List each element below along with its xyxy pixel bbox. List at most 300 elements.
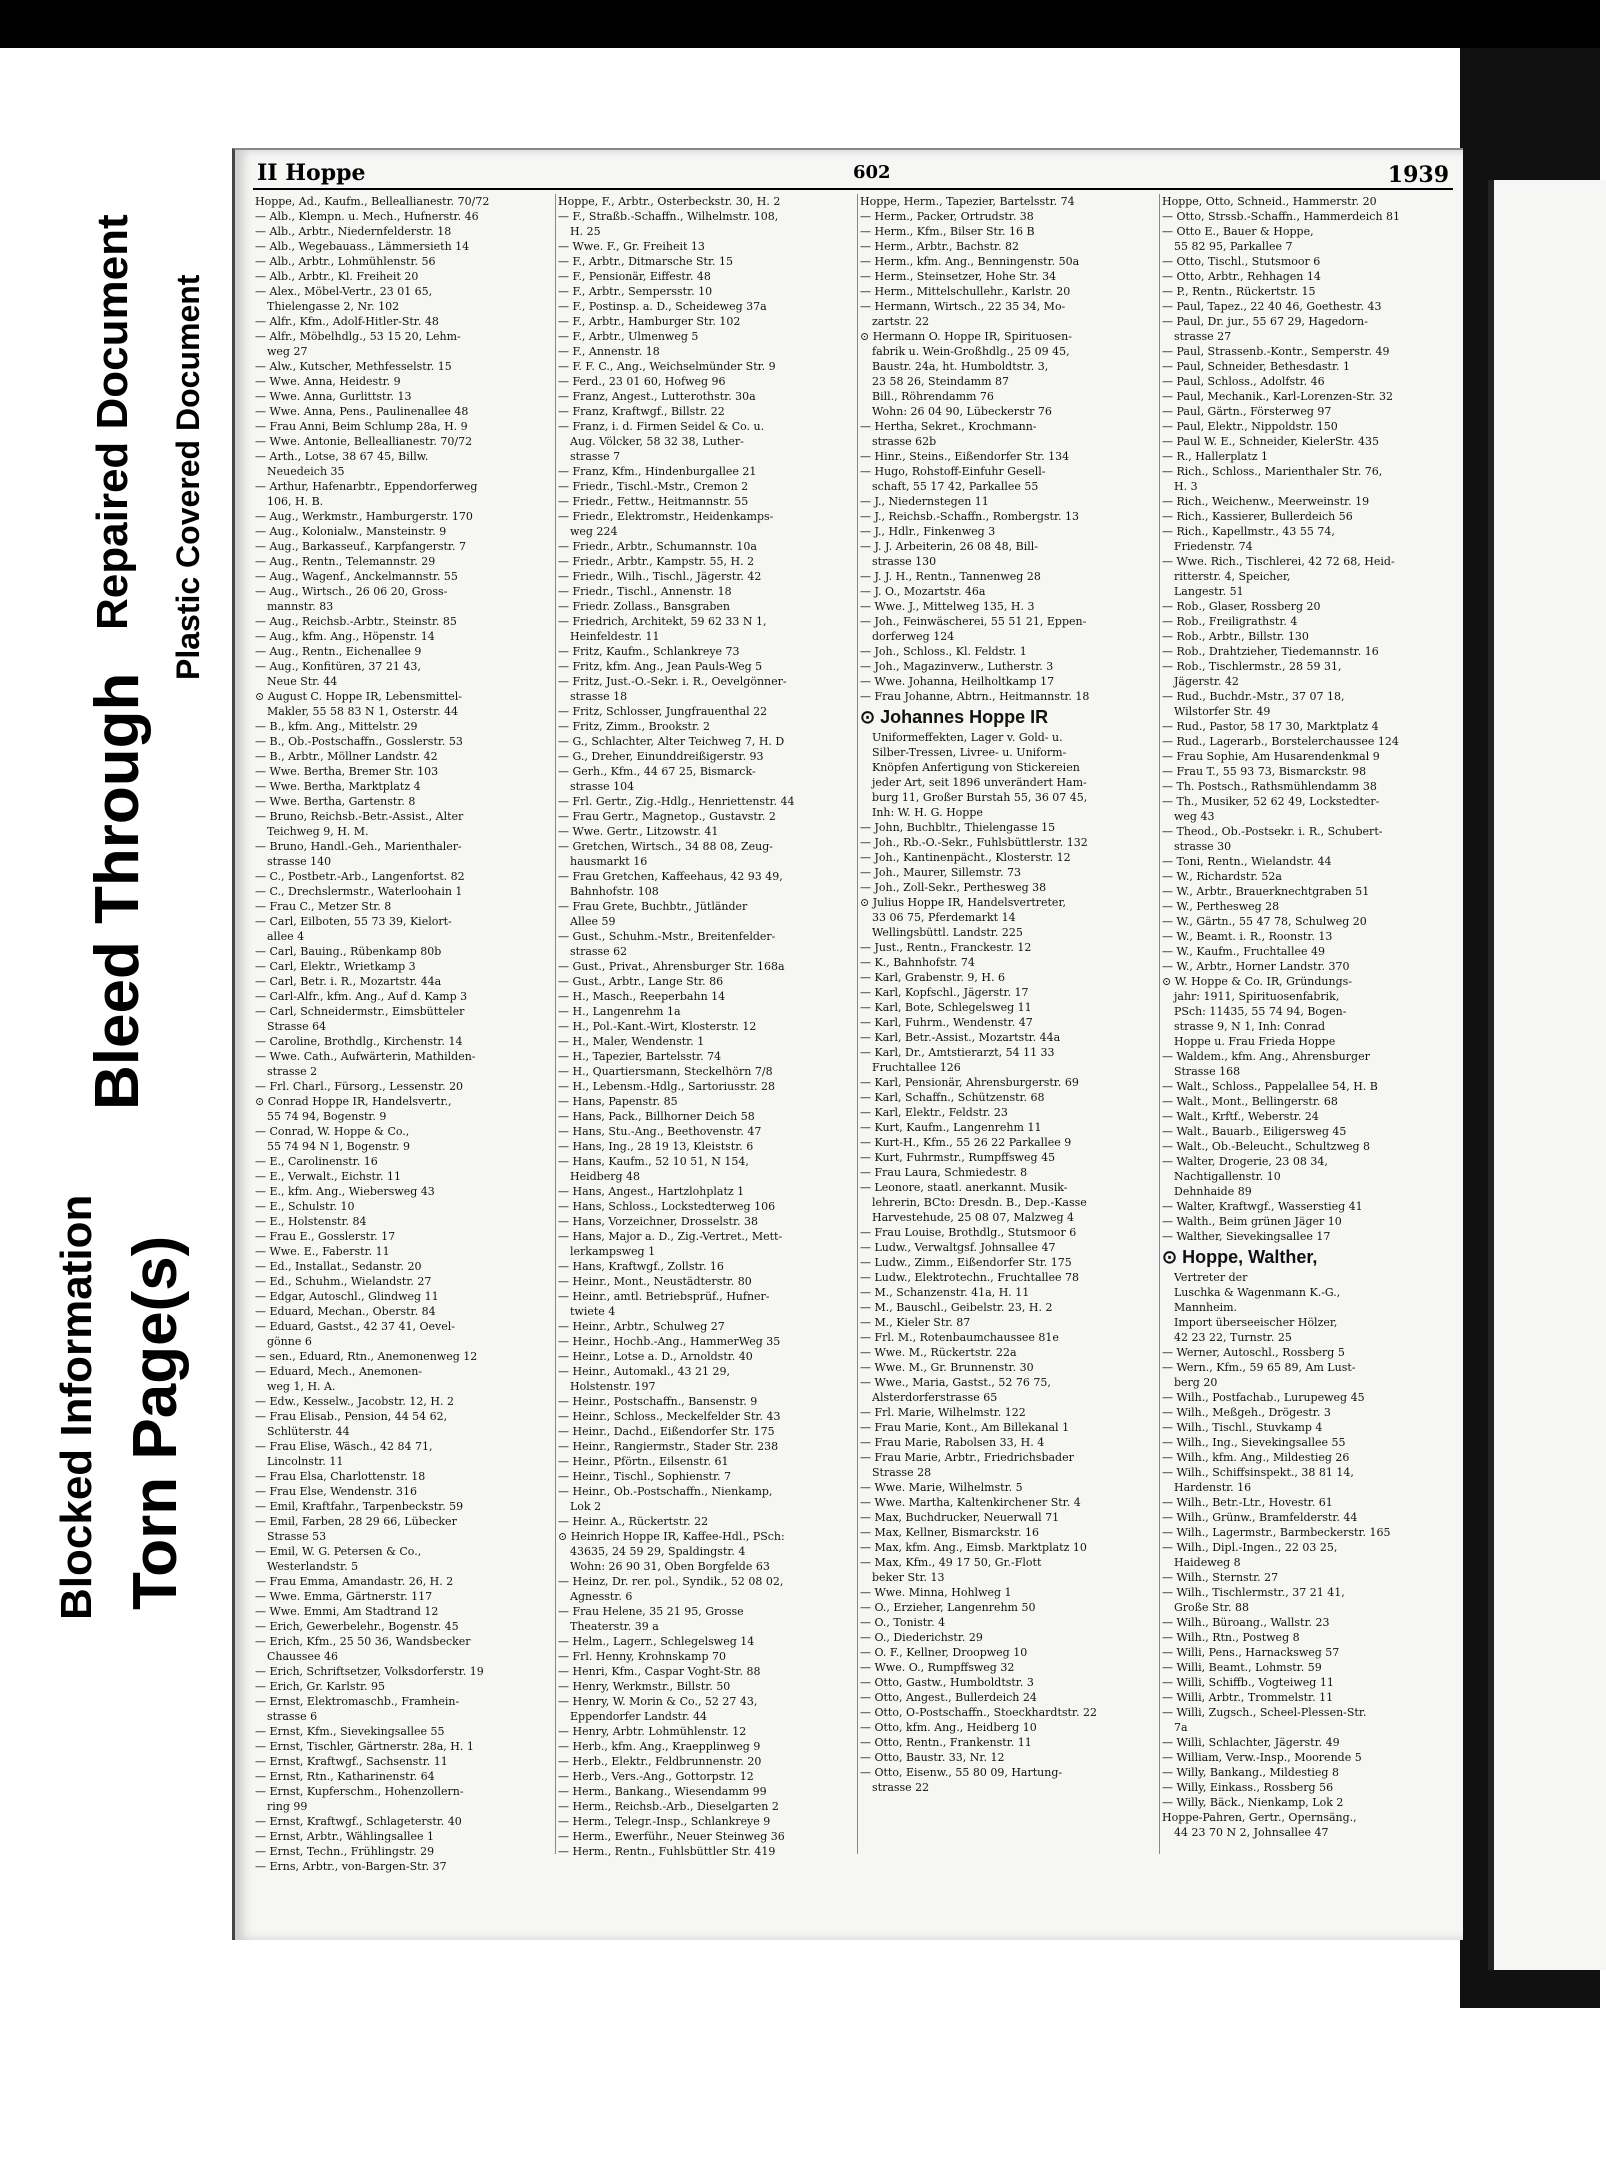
directory-entry: — O. F., Kellner, Droopweg 10 bbox=[860, 1646, 1028, 1659]
directory-entry: — Otto, Strssb.-Schaffn., Hammerdeich 81 bbox=[1162, 210, 1401, 223]
directory-entry: — Max, Kfm., 49 17 50, Gr.-Flott bbox=[860, 1556, 1042, 1569]
directory-entry: — Hertha, Sekret., Krochmann- bbox=[860, 420, 1037, 433]
directory-entry: Eppendorfer Landstr. 44 bbox=[570, 1710, 708, 1723]
directory-entry: — Walt., Mont., Bellingerstr. 68 bbox=[1162, 1095, 1338, 1108]
directory-entry: Hoppe, Ad., Kaufm., Belleallianestr. 70/72 bbox=[255, 195, 490, 208]
directory-entry: — Aug., kfm. Ang., Höpenstr. 14 bbox=[255, 630, 435, 643]
directory-entry: — Otto, Baustr. 33, Nr. 12 bbox=[860, 1751, 1005, 1764]
header-left: II Hoppe bbox=[257, 160, 366, 186]
directory-entry: Westerlandstr. 5 bbox=[267, 1560, 359, 1573]
directory-entry: — Wwe. Emma, Gärtnerstr. 117 bbox=[255, 1590, 433, 1603]
directory-entry: Bahnhofstr. 108 bbox=[570, 885, 659, 898]
directory-entry: — Rich., Weichenw., Meerweinstr. 19 bbox=[1162, 495, 1370, 508]
directory-entry: Hoppe, F., Arbtr., Osterbeckstr. 30, H. 2 bbox=[558, 195, 781, 208]
directory-entry: — Heinr., Mont., Neustädterstr. 80 bbox=[558, 1275, 752, 1288]
directory-entry: Makler, 55 58 83 N 1, Osterstr. 44 bbox=[267, 705, 459, 718]
directory-entry: Haideweg 8 bbox=[1174, 1556, 1241, 1569]
directory-entry: — Wilh., Betr.-Ltr., Hovestr. 61 bbox=[1162, 1496, 1333, 1509]
directory-entry: — K., Bahnhofstr. 74 bbox=[860, 956, 975, 969]
directory-entry: — Just., Rentn., Franckestr. 12 bbox=[860, 941, 1032, 954]
directory-entry: Inh: W. H. G. Hoppe bbox=[872, 806, 983, 819]
directory-entry: — F., Annenstr. 18 bbox=[558, 345, 660, 358]
notice-repaired-document: Repaired Document bbox=[88, 214, 137, 630]
directory-entry: strasse 30 bbox=[1174, 840, 1232, 853]
directory-entry: — Karl, Elektr., Feldstr. 23 bbox=[860, 1106, 1008, 1119]
directory-entry: — W., Kaufm., Fruchtallee 49 bbox=[1162, 945, 1325, 958]
directory-entry: — Otto, Eisenw., 55 80 09, Hartung- bbox=[860, 1766, 1063, 1779]
directory-entry: — Willi, Arbtr., Trommelstr. 11 bbox=[1162, 1691, 1334, 1704]
directory-entry: — E., Carolinenstr. 16 bbox=[255, 1155, 378, 1168]
directory-entry: — Joh., Feinwäscherei, 55 51 21, Eppen- bbox=[860, 615, 1087, 628]
directory-entry: strasse 27 bbox=[1174, 330, 1232, 343]
directory-entry: ring 99 bbox=[267, 1800, 308, 1813]
directory-entry: — Hans, Major a. D., Zig.-Vertret., Mett- bbox=[558, 1230, 783, 1243]
directory-entry: — Ernst, Kraftwgf., Schlageterstr. 40 bbox=[255, 1815, 462, 1828]
directory-entry: — Wwe. Gertr., Litzowstr. 41 bbox=[558, 825, 719, 838]
directory-entry: — Frau Helene, 35 21 95, Grosse bbox=[558, 1605, 744, 1618]
directory-entry: — Aug., Konfitüren, 37 21 43, bbox=[255, 660, 421, 673]
directory-entry: — Th., Musiker, 52 62 49, Lockstedter- bbox=[1162, 795, 1380, 808]
directory-entry: Fruchtallee 126 bbox=[872, 1061, 961, 1074]
directory-entry: — Rob., Freiligrathstr. 4 bbox=[1162, 615, 1298, 628]
directory-entry: — Hans, Angest., Hartzlohplatz 1 bbox=[558, 1185, 745, 1198]
directory-entry: 43635, 24 59 29, Spaldingstr. 4 bbox=[570, 1545, 746, 1558]
directory-entry: — Wilh., kfm. Ang., Mildestieg 26 bbox=[1162, 1451, 1350, 1464]
directory-entry: — Karl, Kopfschl., Jägerstr. 17 bbox=[860, 986, 1029, 999]
directory-entry: gönne 6 bbox=[267, 1335, 312, 1348]
directory-entry: Langestr. 51 bbox=[1174, 585, 1244, 598]
directory-entry: 44 23 70 N 2, Johnsallee 47 bbox=[1174, 1826, 1329, 1839]
directory-entry: — Rob., Drahtzieher, Tiedemannstr. 16 bbox=[1162, 645, 1379, 658]
directory-entry: strasse 130 bbox=[872, 555, 937, 568]
directory-entry: — Wwe. Rich., Tischlerei, 42 72 68, Heid- bbox=[1162, 555, 1395, 568]
directory-entry: — Frau Emma, Amandastr. 26, H. 2 bbox=[255, 1575, 454, 1588]
directory-entry: — Heinr., Pförtn., Eilsenstr. 61 bbox=[558, 1455, 729, 1468]
directory-entry: — J. J. H., Rentn., Tannenweg 28 bbox=[860, 570, 1041, 583]
directory-entry: — Fritz, Schlosser, Jungfrauenthal 22 bbox=[558, 705, 768, 718]
directory-entry: — Conrad, W. Hoppe & Co., bbox=[255, 1125, 410, 1138]
directory-entry: — Otto E., Bauer & Hoppe, bbox=[1162, 225, 1314, 238]
directory-entry: — Herm., Kfm., Bilser Str. 16 B bbox=[860, 225, 1035, 238]
directory-entry: — Paul, Tapez., 22 40 46, Goethestr. 43 bbox=[1162, 300, 1382, 313]
directory-entry: — Wwe. E., Faberstr. 11 bbox=[255, 1245, 390, 1258]
directory-entry: — Max, Kellner, Bismarckstr. 16 bbox=[860, 1526, 1040, 1539]
directory-entry: ⊙ Hermann O. Hoppe IR, Spirituosen- bbox=[860, 330, 1072, 343]
directory-entry: — William, Verw.-Insp., Moorende 5 bbox=[1162, 1751, 1362, 1764]
directory-entry: — Paul W. E., Schneider, KielerStr. 435 bbox=[1162, 435, 1379, 448]
directory-entry: Hoppe, Otto, Schneid., Hammerstr. 20 bbox=[1162, 195, 1377, 208]
directory-entry: — Wwe. J., Mittelweg 135, H. 3 bbox=[860, 600, 1035, 613]
directory-entry: — Wwe. M., Gr. Brunnenstr. 30 bbox=[860, 1361, 1034, 1374]
directory-entry: allee 4 bbox=[267, 930, 305, 943]
directory-entry: ⊙ August C. Hoppe IR, Lebensmittel- bbox=[255, 690, 463, 703]
directory-entry: — Willi, Schiffb., Vogteiweg 11 bbox=[1162, 1676, 1334, 1689]
directory-entry: — Kurt, Fuhrmstr., Rumpffsweg 45 bbox=[860, 1151, 1056, 1164]
directory-entry: zartstr. 22 bbox=[872, 315, 930, 328]
directory-entry: dorferweg 124 bbox=[872, 630, 955, 643]
directory-entry: — Wwe. Cath., Aufwärterin, Mathilden- bbox=[255, 1050, 476, 1063]
directory-entry: — Frau Else, Wendenstr. 316 bbox=[255, 1485, 417, 1498]
directory-entry: fabrik u. Wein-Großhdlg., 25 09 45, bbox=[872, 345, 1070, 358]
directory-entry: — Aug., Wirtsch., 26 06 20, Gross- bbox=[255, 585, 448, 598]
directory-entry: — Henry, W. Morin & Co., 52 27 43, bbox=[558, 1695, 758, 1708]
directory-entry: — Karl, Schaffn., Schützenstr. 68 bbox=[860, 1091, 1045, 1104]
directory-entry: — Franz, Kfm., Hindenburgallee 21 bbox=[558, 465, 757, 478]
directory-entry: — Wilh., Sternstr. 27 bbox=[1162, 1571, 1279, 1584]
directory-entry: — Bruno, Handl.-Geh., Marienthaler- bbox=[255, 840, 462, 853]
directory-entry: — Wwe. M., Rückertstr. 22a bbox=[860, 1346, 1017, 1359]
directory-entry: — Walt., Krftf., Weberstr. 24 bbox=[1162, 1110, 1319, 1123]
directory-entry: Schlüterstr. 44 bbox=[267, 1425, 350, 1438]
directory-entry: — Frau Sophie, Am Husarendenkmal 9 bbox=[1162, 750, 1380, 763]
directory-entry: Agnesstr. 6 bbox=[570, 1590, 633, 1603]
directory-entry: — R., Hallerplatz 1 bbox=[1162, 450, 1269, 463]
directory-entry: — Walter, Drogerie, 23 08 34, bbox=[1162, 1155, 1328, 1168]
directory-entry: Große Str. 88 bbox=[1174, 1601, 1250, 1614]
directory-entry: — Fritz, Just.-O.-Sekr. i. R., Oevelgönner- bbox=[558, 675, 787, 688]
directory-entry: — Hans, Ing., 28 19 13, Kleiststr. 6 bbox=[558, 1140, 754, 1153]
directory-entry: — Carl, Elektr., Wrietkamp 3 bbox=[255, 960, 416, 973]
directory-entry: — Erich, Gr. Karlstr. 95 bbox=[255, 1680, 386, 1693]
directory-entry: — Erich, Kfm., 25 50 36, Wandsbecker bbox=[255, 1635, 471, 1648]
directory-entry: — Edgar, Autoschl., Glindweg 11 bbox=[255, 1290, 439, 1303]
directory-entry: — Friedrich, Architekt, 59 62 33 N 1, bbox=[558, 615, 767, 628]
directory-entry: — Wwe. Anna, Heidestr. 9 bbox=[255, 375, 401, 388]
directory-entry: Strasse 168 bbox=[1174, 1065, 1241, 1078]
directory-entry: — M., Kieler Str. 87 bbox=[860, 1316, 971, 1329]
directory-entry: — Frau Johanne, Abtrn., Heitmannstr. 18 bbox=[860, 690, 1090, 703]
directory-entry: Bill., Röhrendamm 76 bbox=[872, 390, 994, 403]
directory-entry: — Willi, Schlachter, Jägerstr. 49 bbox=[1162, 1736, 1340, 1749]
directory-entry: — Friedr., Fettw., Heitmannstr. 55 bbox=[558, 495, 749, 508]
directory-entry: — Friedr., Elektromstr., Heidenkamps- bbox=[558, 510, 774, 523]
directory-entry: twiete 4 bbox=[570, 1305, 616, 1318]
directory-entry: PSch: 11435, 55 74 94, Bogen- bbox=[1174, 1005, 1347, 1018]
directory-entry: — Karl, Pensionär, Ahrensburgerstr. 69 bbox=[860, 1076, 1079, 1089]
directory-entry: — Ernst, Elektromaschb., Framhein- bbox=[255, 1695, 460, 1708]
directory-entry: strasse 18 bbox=[570, 690, 628, 703]
directory-entry: — Rob., Glaser, Rossberg 20 bbox=[1162, 600, 1321, 613]
directory-entry: 55 74 94, Bogenstr. 9 bbox=[267, 1110, 387, 1123]
directory-entry: Heinfeldestr. 11 bbox=[570, 630, 660, 643]
directory-entry: — Hans, Kraftwgf., Zollstr. 16 bbox=[558, 1260, 724, 1273]
column-4 bbox=[1159, 194, 1442, 1854]
directory-entry: — C., Drechslermstr., Waterloohain 1 bbox=[255, 885, 463, 898]
directory-entry: schaft, 55 17 42, Parkallee 55 bbox=[872, 480, 1039, 493]
directory-entry: — Frl. Charl., Fürsorg., Lessenstr. 20 bbox=[255, 1080, 464, 1093]
directory-entry: — Ed., Schuhm., Wielandstr. 27 bbox=[255, 1275, 432, 1288]
directory-entry: — Hans, Schloss., Lockstedterweg 106 bbox=[558, 1200, 776, 1213]
directory-entry: — Wilh., Grünw., Bramfelderstr. 44 bbox=[1162, 1511, 1358, 1524]
directory-entry: — Hans, Pack., Billhorner Deich 58 bbox=[558, 1110, 755, 1123]
directory-entry: — Hinr., Steins., Eißendorfer Str. 134 bbox=[860, 450, 1070, 463]
directory-entry: — Carl, Eilboten, 55 73 39, Kielort- bbox=[255, 915, 452, 928]
directory-entry: — Heinr., Schloss., Meckelfelder Str. 43 bbox=[558, 1410, 781, 1423]
directory-entry: Import überseeischer Hölzer, bbox=[1174, 1316, 1338, 1329]
directory-entry: — Alb., Wegebauass., Lämmersieth 14 bbox=[255, 240, 470, 253]
notice-torn-pages: Torn Page(s) bbox=[121, 1235, 190, 1610]
directory-entry: 23 58 26, Steindamm 87 bbox=[872, 375, 1010, 388]
directory-entry: — Alb., Arbtr., Kl. Freiheit 20 bbox=[255, 270, 419, 283]
directory-entry: weg 27 bbox=[267, 345, 308, 358]
directory-entry: ⊙ Julius Hoppe IR, Handelsvertreter, bbox=[860, 896, 1066, 909]
directory-entry: burg 11, Großer Burstah 55, 36 07 45, bbox=[872, 791, 1088, 804]
directory-entry: — W., Richardstr. 52a bbox=[1162, 870, 1282, 883]
directory-entry: — Herm., Ewerführ., Neuer Steinweg 36 bbox=[558, 1830, 785, 1843]
directory-entry: — Wwe. Antonie, Belleallianestr. 70/72 bbox=[255, 435, 473, 448]
directory-entry: ⊙ Heinrich Hoppe IR, Kaffee-Hdl., PSch: bbox=[558, 1530, 785, 1543]
directory-entry: — Wilh., Büroang., Wallstr. 23 bbox=[1162, 1616, 1330, 1629]
directory-entry: — Franz, i. d. Firmen Seidel & Co. u. bbox=[558, 420, 765, 433]
directory-entry: — Otto, O-Postschaffn., Stoeckhardtstr. 22 bbox=[860, 1706, 1097, 1719]
directory-entry: — Karl, Dr., Amtstierarzt, 54 11 33 bbox=[860, 1046, 1055, 1059]
directory-entry: — Leonore, staatl. anerkannt. Musik- bbox=[860, 1181, 1068, 1194]
directory-entry: — P., Rentn., Rückertstr. 15 bbox=[1162, 285, 1316, 298]
directory-entry: — Aug., Wagenf., Anckelmannstr. 55 bbox=[255, 570, 458, 583]
page-number: 602 bbox=[853, 162, 891, 183]
directory-entry: — Max, Buchdrucker, Neuerwall 71 bbox=[860, 1511, 1060, 1524]
directory-entry: strasse 6 bbox=[267, 1710, 318, 1723]
directory-entry: — Willy, Bäck., Nienkamp, Lok 2 bbox=[1162, 1796, 1344, 1809]
directory-entry: — Ernst, Arbtr., Wählingsallee 1 bbox=[255, 1830, 435, 1843]
directory-entry: — Aug., Rentn., Telemannstr. 29 bbox=[255, 555, 436, 568]
directory-entry: — Aug., Kolonialw., Mansteinstr. 9 bbox=[255, 525, 447, 538]
directory-entry: — Heinr., Ob.-Postschaffn., Nienkamp, bbox=[558, 1485, 773, 1498]
directory-entry: lehrerin, BCto: Dresdn. B., Dep.-Kasse bbox=[872, 1196, 1087, 1209]
directory-entry: — Frl. Henny, Krohnskamp 70 bbox=[558, 1650, 727, 1663]
directory-entry: — J. O., Mozartstr. 46a bbox=[860, 585, 986, 598]
directory-entry: strasse 62 bbox=[570, 945, 628, 958]
directory-entry: — Emil, Farben, 28 29 66, Lübecker bbox=[255, 1515, 457, 1528]
directory-entry: — Wwe. O., Rumpffsweg 32 bbox=[860, 1661, 1015, 1674]
directory-entry: — Ed., Installat., Sedanstr. 20 bbox=[255, 1260, 422, 1273]
directory-entry: Strasse 64 bbox=[267, 1020, 327, 1033]
column-3 bbox=[857, 194, 1140, 1854]
directory-entry: — Ludw., Zimm., Eißendorfer Str. 175 bbox=[860, 1256, 1072, 1269]
directory-entry: — Paul, Mechanik., Karl-Lorenzen-Str. 32 bbox=[1162, 390, 1394, 403]
directory-entry: — G., Dreher, Einunddreißigerstr. 93 bbox=[558, 750, 764, 763]
directory-entry: weg 1, H. A. bbox=[267, 1380, 336, 1393]
directory-entry: — Paul, Gärtn., Försterweg 97 bbox=[1162, 405, 1332, 418]
directory-entry: — Rud., Pastor, 58 17 30, Marktplatz 4 bbox=[1162, 720, 1379, 733]
directory-entry: — J., Niedernstegen 11 bbox=[860, 495, 989, 508]
directory-entry: — Edw., Kesselw., Jacobstr. 12, H. 2 bbox=[255, 1395, 454, 1408]
directory-entry: jeder Art, seit 1896 unverändert Ham- bbox=[872, 776, 1087, 789]
directory-entry: — Heinr., Arbtr., Schulweg 27 bbox=[558, 1320, 725, 1333]
directory-entry: Luschka & Wagenmann K.-G., bbox=[1174, 1286, 1341, 1299]
directory-entry: — Aug., Werkmstr., Hamburgerstr. 170 bbox=[255, 510, 473, 523]
directory-entry: — H., Tapezier, Bartelsstr. 74 bbox=[558, 1050, 722, 1063]
directory-entry: mannstr. 83 bbox=[267, 600, 334, 613]
directory-entry: strasse 22 bbox=[872, 1781, 930, 1794]
directory-entry: — Frl. Marie, Wilhelmstr. 122 bbox=[860, 1406, 1026, 1419]
directory-entry: — Frau Marie, Rabolsen 33, H. 4 bbox=[860, 1436, 1045, 1449]
directory-entry: — H., Masch., Reeperbahn 14 bbox=[558, 990, 726, 1003]
directory-entry: — Ernst, Kraftwgf., Sachsenstr. 11 bbox=[255, 1755, 448, 1768]
directory-entry: Hoppe, Herm., Tapezier, Bartelsstr. 74 bbox=[860, 195, 1075, 208]
directory-entry: — Wwe. F., Gr. Freiheit 13 bbox=[558, 240, 705, 253]
directory-entry: — Ernst, Tischler, Gärtnerstr. 28a, H. 1 bbox=[255, 1740, 474, 1753]
directory-entry: — O., Diederichstr. 29 bbox=[860, 1631, 983, 1644]
directory-entry: Friedenstr. 74 bbox=[1174, 540, 1253, 553]
directory-entry: — Wilh., Postfachab., Lurupeweg 45 bbox=[1162, 1391, 1365, 1404]
directory-entry: — Waldem., kfm. Ang., Ahrensburger bbox=[1162, 1050, 1370, 1063]
directory-entry: — Joh., Kantinenpächt., Klosterstr. 12 bbox=[860, 851, 1071, 864]
directory-entry: ritterstr. 4, Speicher, bbox=[1174, 570, 1291, 583]
directory-entry: Thielengasse 2, Nr. 102 bbox=[267, 300, 400, 313]
directory-entry: — W., Beamt. i. R., Roonstr. 13 bbox=[1162, 930, 1333, 943]
directory-entry: — Herm., kfm. Ang., Benningenstr. 50a bbox=[860, 255, 1080, 268]
directory-entry: — Rud., Buchdr.-Mstr., 37 07 18, bbox=[1162, 690, 1345, 703]
directory-entry: — Wilh., Ing., Sievekingsallee 55 bbox=[1162, 1436, 1346, 1449]
directory-entry: — H., Maler, Wendenstr. 1 bbox=[558, 1035, 705, 1048]
directory-entry: — Frl. Gertr., Zig.-Hdlg., Henriettenstr. 44 bbox=[558, 795, 795, 808]
directory-entry: — G., Schlachter, Alter Teichweg 7, H. D bbox=[558, 735, 785, 748]
directory-entry: — Rob., Arbtr., Billstr. 130 bbox=[1162, 630, 1309, 643]
directory-entry: — Paul, Schneider, Bethesdastr. 1 bbox=[1162, 360, 1351, 373]
directory-entry: — Eduard, Gastst., 42 37 41, Oevel- bbox=[255, 1320, 455, 1333]
directory-entry: — H., Pol.-Kant.-Wirt, Klosterstr. 12 bbox=[558, 1020, 757, 1033]
directory-entry: — Henry, Werkmstr., Billstr. 50 bbox=[558, 1680, 731, 1693]
directory-entry: — Rich., Kapellmstr., 43 55 74, bbox=[1162, 525, 1335, 538]
directory-entry: — Heinr., Lotse a. D., Arnoldstr. 40 bbox=[558, 1350, 753, 1363]
directory-entry: — Willi, Zugsch., Scheel-Plessen-Str. bbox=[1162, 1706, 1367, 1719]
directory-entry: Mannheim. bbox=[1174, 1301, 1238, 1314]
directory-entry: — Th. Postsch., Rathsmühlendamm 38 bbox=[1162, 780, 1377, 793]
directory-entry: — Friedr., Arbtr., Kampstr. 55, H. 2 bbox=[558, 555, 755, 568]
directory-entry: — F., Postinsp. a. D., Scheideweg 37a bbox=[558, 300, 767, 313]
column-2 bbox=[555, 194, 838, 1858]
directory-entry: Neuedeich 35 bbox=[267, 465, 345, 478]
directory-entry: — Otto, Arbtr., Rehhagen 14 bbox=[1162, 270, 1321, 283]
directory-entry: — W., Arbtr., Brauerknechtgraben 51 bbox=[1162, 885, 1370, 898]
directory-entry: — Helm., Lagerr., Schlegelsweg 14 bbox=[558, 1635, 755, 1648]
directory-entry: — Alb., Klempn. u. Mech., Hufnerstr. 46 bbox=[255, 210, 479, 223]
directory-entry: — Ernst, Kupferschm., Hohenzollern- bbox=[255, 1785, 464, 1798]
directory-entry: — Friedr., Tischl., Annenstr. 18 bbox=[558, 585, 732, 598]
directory-entry: — Alfr., Kfm., Adolf-Hitler-Str. 48 bbox=[255, 315, 439, 328]
directory-entry: Aug. Völcker, 58 32 38, Luther- bbox=[570, 435, 744, 448]
directory-entry: — Willi, Pens., Harnacksweg 57 bbox=[1162, 1646, 1340, 1659]
directory-entry: — Gust., Arbtr., Lange Str. 86 bbox=[558, 975, 724, 988]
directory-entry: — Fritz, Zimm., Brookstr. 2 bbox=[558, 720, 710, 733]
directory-entry: strasse 2 bbox=[267, 1065, 318, 1078]
directory-entry: — Toni, Rentn., Wielandstr. 44 bbox=[1162, 855, 1332, 868]
directory-entry: Jägerstr. 42 bbox=[1174, 675, 1239, 688]
directory-entry: — Heinr., Postschaffn., Bansenstr. 9 bbox=[558, 1395, 758, 1408]
column-1 bbox=[253, 194, 535, 1873]
directory-entry: Hardenstr. 16 bbox=[1174, 1481, 1252, 1494]
directory-entry: hausmarkt 16 bbox=[570, 855, 648, 868]
directory-entry: — Gust., Schuhm.-Mstr., Breitenfelder- bbox=[558, 930, 776, 943]
directory-entry: lerkampsweg 1 bbox=[570, 1245, 656, 1258]
directory-page bbox=[232, 148, 1463, 1940]
directory-entry: strasse 62b bbox=[872, 435, 937, 448]
directory-entry: — Willy, Bankang., Mildestieg 8 bbox=[1162, 1766, 1339, 1779]
directory-entry: Strasse 53 bbox=[267, 1530, 327, 1543]
directory-entry: weg 43 bbox=[1174, 810, 1215, 823]
directory-entry: Vertreter der bbox=[1174, 1271, 1248, 1284]
directory-entry: Wellingsbüttl. Landstr. 225 bbox=[872, 926, 1023, 939]
directory-entry: — Wwe. Martha, Kaltenkirchener Str. 4 bbox=[860, 1496, 1081, 1509]
directory-entry: Wohn: 26 04 90, Lübeckerstr 76 bbox=[872, 405, 1052, 418]
directory-entry: — Erich, Schriftsetzer, Volksdorferstr. 19 bbox=[255, 1665, 484, 1678]
directory-entry: — Wwe. Anna, Pens., Paulinenallee 48 bbox=[255, 405, 469, 418]
directory-entry: Dehnhaide 89 bbox=[1174, 1185, 1252, 1198]
directory-entry: — Friedr., Arbtr., Schumannstr. 10a bbox=[558, 540, 757, 553]
directory-entry: — Otto, Gastw., Humboldtstr. 3 bbox=[860, 1676, 1034, 1689]
directory-entry: — Kurt, Kaufm., Langenrehm 11 bbox=[860, 1121, 1042, 1134]
directory-entry: — Otto, Tischl., Stutsmoor 6 bbox=[1162, 255, 1321, 268]
directory-entry: — Wwe. Marie, Wilhelmstr. 5 bbox=[860, 1481, 1023, 1494]
directory-entry: — Wilh., Schiffsinspekt., 38 81 14, bbox=[1162, 1466, 1354, 1479]
directory-entry: — Walth., Beim grünen Jäger 10 bbox=[1162, 1215, 1342, 1228]
directory-entry: — Wwe. Bertha, Gartenstr. 8 bbox=[255, 795, 416, 808]
directory-entry: — Frau Marie, Arbtr., Friedrichsbader bbox=[860, 1451, 1074, 1464]
directory-entry: — Joh., Rb.-O.-Sekr., Fuhlsbüttlerstr. 132 bbox=[860, 836, 1088, 849]
directory-entry: — Wwe. Bertha, Marktplatz 4 bbox=[255, 780, 421, 793]
directory-entry: — Alb., Arbtr., Niedernfelderstr. 18 bbox=[255, 225, 452, 238]
directory-entry: — Walt., Schloss., Pappelallee 54, H. B bbox=[1162, 1080, 1378, 1093]
directory-entry: — Wilh., Lagermstr., Barmbeckerstr. 165 bbox=[1162, 1526, 1391, 1539]
directory-entry: strasse 9, N 1, Inh: Conrad bbox=[1174, 1020, 1325, 1033]
directory-entry: 33 06 75, Pferdemarkt 14 bbox=[872, 911, 1016, 924]
directory-entry: ⊙ W. Hoppe & Co. IR, Gründungs- bbox=[1162, 975, 1352, 988]
directory-entry: — Ludw., Verwaltgsf. Johnsallee 47 bbox=[860, 1241, 1056, 1254]
directory-entry: — Wilh., Meßgeh., Drögestr. 3 bbox=[1162, 1406, 1331, 1419]
directory-entry: strasse 140 bbox=[267, 855, 332, 868]
directory-entry: Hoppe u. Frau Frieda Hoppe bbox=[1174, 1035, 1336, 1048]
directory-entry: Baustr. 24a, ht. Humboldtstr. 3, bbox=[872, 360, 1049, 373]
directory-entry: — Friedr., Wilh., Tischl., Jägerstr. 42 bbox=[558, 570, 762, 583]
directory-entry: — Heinr. A., Rückertstr. 22 bbox=[558, 1515, 709, 1528]
directory-entry: — Rud., Lagerarb., Borstelerchaussee 124 bbox=[1162, 735, 1399, 748]
directory-entry: — Rich., Kassierer, Bullerdeich 56 bbox=[1162, 510, 1353, 523]
directory-entry: jahr: 1911, Spirituosenfabrik, bbox=[1174, 990, 1340, 1003]
top-black-bar bbox=[0, 0, 1600, 48]
directory-entry: — Aug., Reichsb.-Arbtr., Steinstr. 85 bbox=[255, 615, 457, 628]
directory-entry: — Herb., Vers.-Ang., Gottorpstr. 12 bbox=[558, 1770, 754, 1783]
directory-entry: — Aug., Barkasseuf., Karpfangerstr. 7 bbox=[255, 540, 466, 553]
directory-entry: — Werner, Autoschl., Rossberg 5 bbox=[1162, 1346, 1345, 1359]
directory-entry: — W., Arbtr., Horner Landstr. 370 bbox=[1162, 960, 1350, 973]
directory-entry: — Hermann, Wirtsch., 22 35 34, Mo- bbox=[860, 300, 1066, 313]
directory-entry: — Alex., Möbel-Vertr., 23 01 65, bbox=[255, 285, 433, 298]
directory-entry: — Frau E., Gosslerstr. 17 bbox=[255, 1230, 396, 1243]
directory-entry: — Wilh., Rtn., Postweg 8 bbox=[1162, 1631, 1300, 1644]
directory-entry: — Heinr., Rangiermstr., Stader Str. 238 bbox=[558, 1440, 779, 1453]
next-page-edge bbox=[1488, 180, 1606, 1970]
directory-entry: — Henri, Kfm., Caspar Voght-Str. 88 bbox=[558, 1665, 761, 1678]
directory-entry: — Carl-Alfr., kfm. Ang., Auf d. Kamp 3 bbox=[255, 990, 468, 1003]
directory-entry: — Heinr., Dachd., Eißendorfer Str. 175 bbox=[558, 1425, 775, 1438]
directory-entry: — Alb., Arbtr., Lohmühlenstr. 56 bbox=[255, 255, 436, 268]
directory-entry: Allee 59 bbox=[570, 915, 616, 928]
directory-entry: — B., kfm. Ang., Mittelstr. 29 bbox=[255, 720, 418, 733]
directory-entry: — W., Perthesweg 28 bbox=[1162, 900, 1280, 913]
directory-entry: — Carl, Betr. i. R., Mozartstr. 44a bbox=[255, 975, 442, 988]
directory-entry: — Frau Louise, Brothdlg., Stutsmoor 6 bbox=[860, 1226, 1077, 1239]
directory-entry: — Karl, Betr.-Assist., Mozartstr. 44a bbox=[860, 1031, 1061, 1044]
directory-entry: berg 20 bbox=[1174, 1376, 1218, 1389]
directory-entry: — Heinr., amtl. Betriebsprüf., Hufner- bbox=[558, 1290, 770, 1303]
directory-entry: Nachtigallenstr. 10 bbox=[1174, 1170, 1281, 1183]
directory-entry: — Max, kfm. Ang., Eimsb. Marktplatz 10 bbox=[860, 1541, 1087, 1554]
directory-entry: — Hugo, Rohstoff-Einfuhr Gesell- bbox=[860, 465, 1046, 478]
directory-entry: ⊙ Johannes Hoppe IR bbox=[860, 707, 1049, 727]
directory-entry: — E., Holstenstr. 84 bbox=[255, 1215, 367, 1228]
directory-entry: — Frau Elsa, Charlottenstr. 18 bbox=[255, 1470, 426, 1483]
